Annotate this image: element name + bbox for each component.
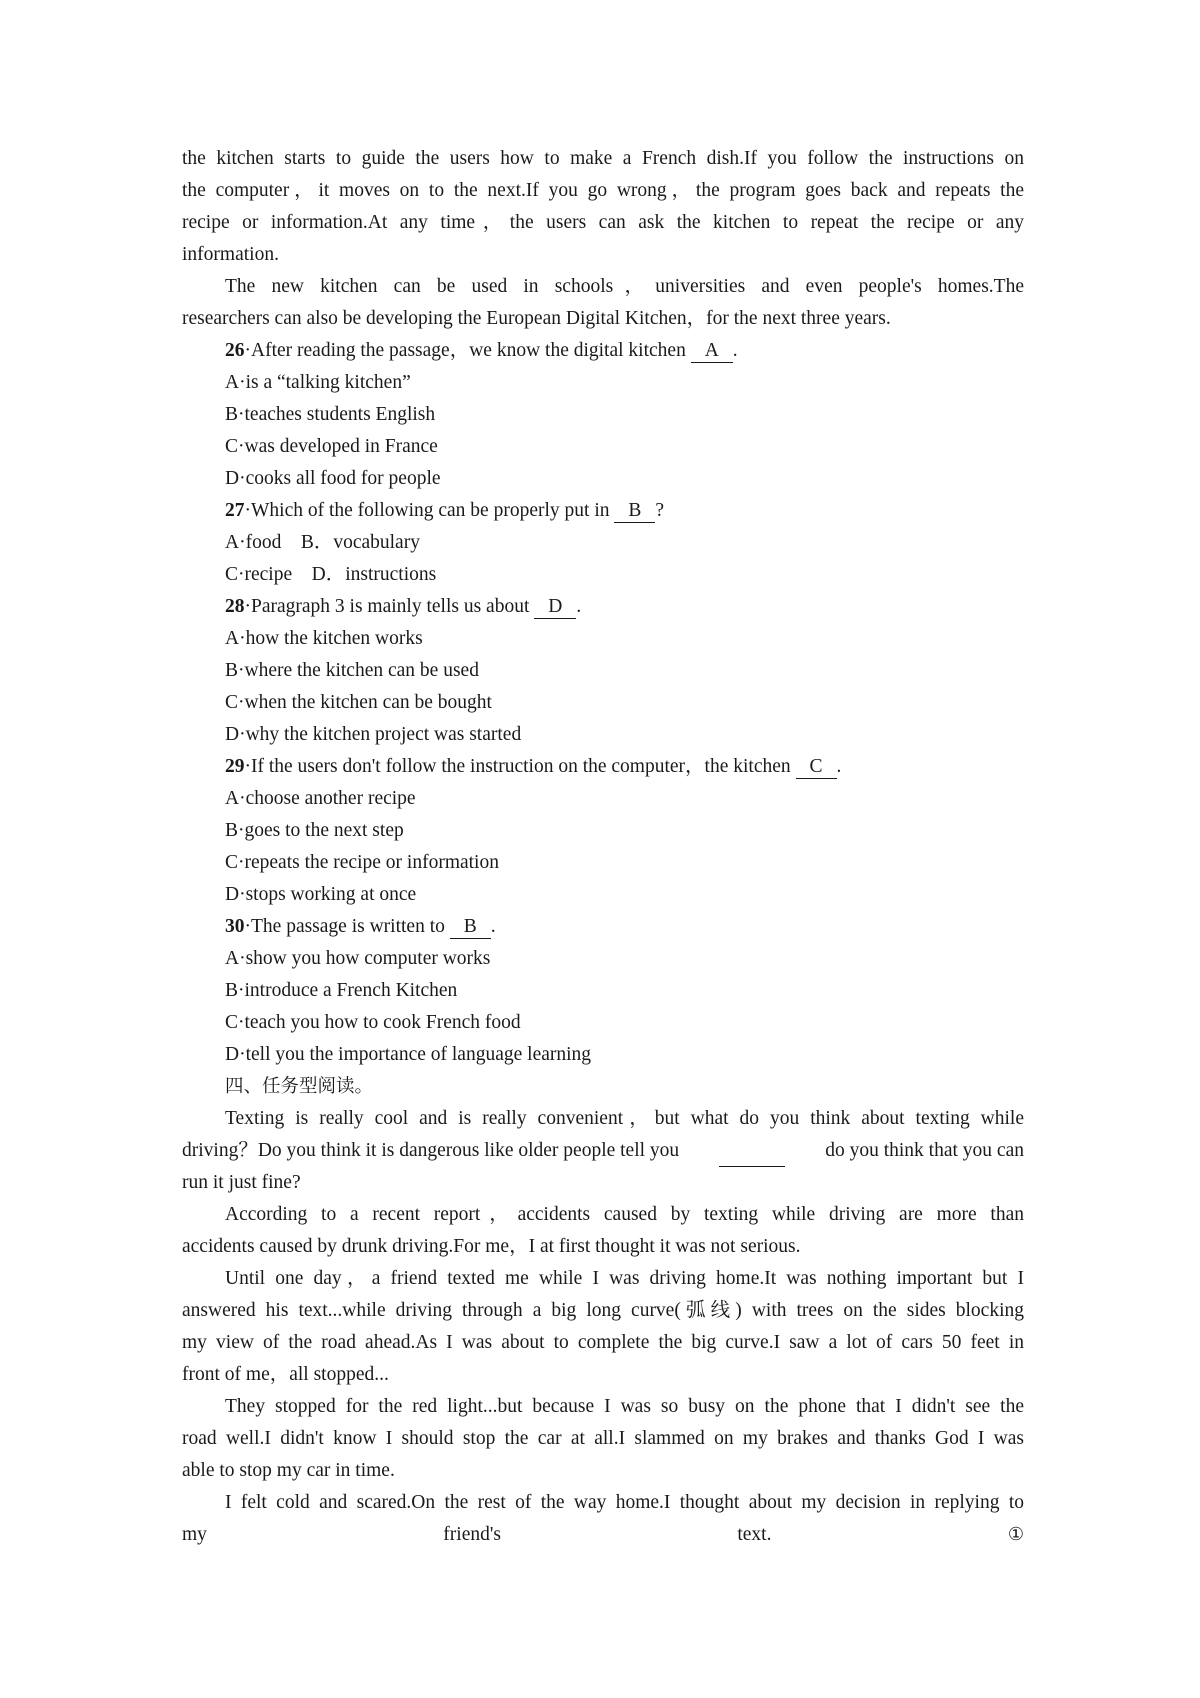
question-separator: · <box>244 916 251 937</box>
document-page <box>182 143 1024 1551</box>
question-end: . <box>836 756 842 777</box>
passage-line: the computer，it moves on to the next.If you go wrong，the program goes back and repeats the <box>182 180 1024 201</box>
option: B·introduce a French Kitchen <box>225 980 458 1001</box>
circled-number-one: ① <box>1007 1524 1024 1545</box>
question-stem: After reading the passage，we know the digital kitchen <box>251 340 686 361</box>
passage-word: text. <box>737 1524 772 1545</box>
question-number: 30 <box>225 916 245 937</box>
passage-line: Until one day，a friend texted me while I was driving home.It was nothing important but I <box>225 1268 1024 1289</box>
question-number: 29 <box>225 756 245 777</box>
answer-blank: B <box>450 916 491 939</box>
answer-blank: B <box>614 500 655 523</box>
question-stem: If the users don't follow the instruction on the computer，the kitchen <box>251 756 791 777</box>
option: C·when the kitchen can be bought <box>225 692 492 713</box>
passage-line: front of me，all stopped... <box>182 1364 389 1385</box>
question-end: ? <box>655 500 665 521</box>
answer-blank: D <box>534 596 576 619</box>
option: D·why the kitchen project was started <box>225 724 522 745</box>
option: B·goes to the next step <box>225 820 404 841</box>
passage-text: do you think that you can <box>825 1140 1024 1161</box>
passage-line: road well.I didn't know I should stop the car at all.I slammed on my brakes and thanks God I was <box>182 1428 1024 1449</box>
passage-line: They stopped for the red light...but because I was so busy on the phone that I didn't see the <box>225 1396 1024 1417</box>
option: C·recipe D．instructions <box>225 564 437 585</box>
passage-line <box>182 1519 1024 1551</box>
passage-text: driving？Do you think it is dangerous like older people tell you <box>182 1140 680 1161</box>
passage-line: able to stop my car in time. <box>182 1460 395 1481</box>
answer-blank: A <box>691 340 733 363</box>
option: D·cooks all food for people <box>225 468 441 489</box>
passage-line <box>182 1135 1024 1167</box>
passage-line: run it just fine? <box>182 1172 301 1193</box>
passage-line: the kitchen starts to guide the users how to make a French dish.If you follow the instructions on <box>182 148 1024 169</box>
option: D·tell you the importance of language learning <box>225 1044 592 1065</box>
question-28 <box>182 591 1024 623</box>
question-end: . <box>576 596 582 617</box>
question-stem: Paragraph 3 is mainly tells us about <box>251 596 530 617</box>
question-end: . <box>490 916 496 937</box>
question-number: 28 <box>225 596 245 617</box>
question-separator: · <box>244 340 251 361</box>
option: A·how the kitchen works <box>225 628 423 649</box>
question-stem: Which of the following can be properly put in <box>251 500 610 521</box>
question-number: 26 <box>225 340 245 361</box>
option: C·teach you how to cook French food <box>225 1012 521 1033</box>
passage-line: accidents caused by drunk driving.For me，I at first thought it was not serious. <box>182 1236 801 1257</box>
passage-line: researchers can also be developing the European Digital Kitchen，for the next three years. <box>182 308 891 329</box>
passage-word: friend's <box>443 1524 501 1545</box>
section-heading: 四、任务型阅读。 <box>225 1076 374 1097</box>
option: C·repeats the recipe or information <box>225 852 499 873</box>
question-number: 27 <box>225 500 245 521</box>
passage-line: recipe or information.At any time，the users can ask the kitchen to repeat the recipe or any <box>182 212 1024 233</box>
passage-line: my view of the road ahead.As I was about to complete the big curve.I saw a lot of cars 50 feet in <box>182 1332 1024 1353</box>
fill-blank <box>719 1135 785 1167</box>
passage-line: The new kitchen can be used in schools，universities and even people's homes.The <box>225 276 1024 297</box>
passage-line: information. <box>182 244 279 265</box>
question-end: . <box>732 340 738 361</box>
question-separator: · <box>244 596 251 617</box>
option: A·is a “talking kitchen” <box>225 372 411 393</box>
option: B·teaches students English <box>225 404 436 425</box>
option: C·was developed in France <box>225 436 438 457</box>
question-separator: · <box>244 500 251 521</box>
option: B·where the kitchen can be used <box>225 660 479 681</box>
option: A·choose another recipe <box>225 788 416 809</box>
passage-line: I felt cold and scared.On the rest of the way home.I thought about my decision in replying to <box>225 1492 1024 1513</box>
option: A·show you how computer works <box>225 948 491 969</box>
passage-line: Texting is really cool and is really convenient，but what do you think about texting while <box>225 1108 1024 1129</box>
question-30 <box>182 911 1024 943</box>
passage-line: answered his text...while driving through a big long curve(弧线) with trees on the sides blocking <box>182 1300 1024 1321</box>
option: D·stops working at once <box>225 884 417 905</box>
passage-line: According to a recent report，accidents caused by texting while driving are more than <box>225 1204 1024 1225</box>
question-27 <box>182 495 1024 527</box>
question-stem: The passage is written to <box>251 916 445 937</box>
passage-word: my <box>182 1524 207 1545</box>
option: A·food B．vocabulary <box>225 532 420 553</box>
question-29 <box>182 751 1024 783</box>
answer-blank: C <box>796 756 837 779</box>
question-separator: · <box>244 756 251 777</box>
question-26 <box>182 335 1024 367</box>
